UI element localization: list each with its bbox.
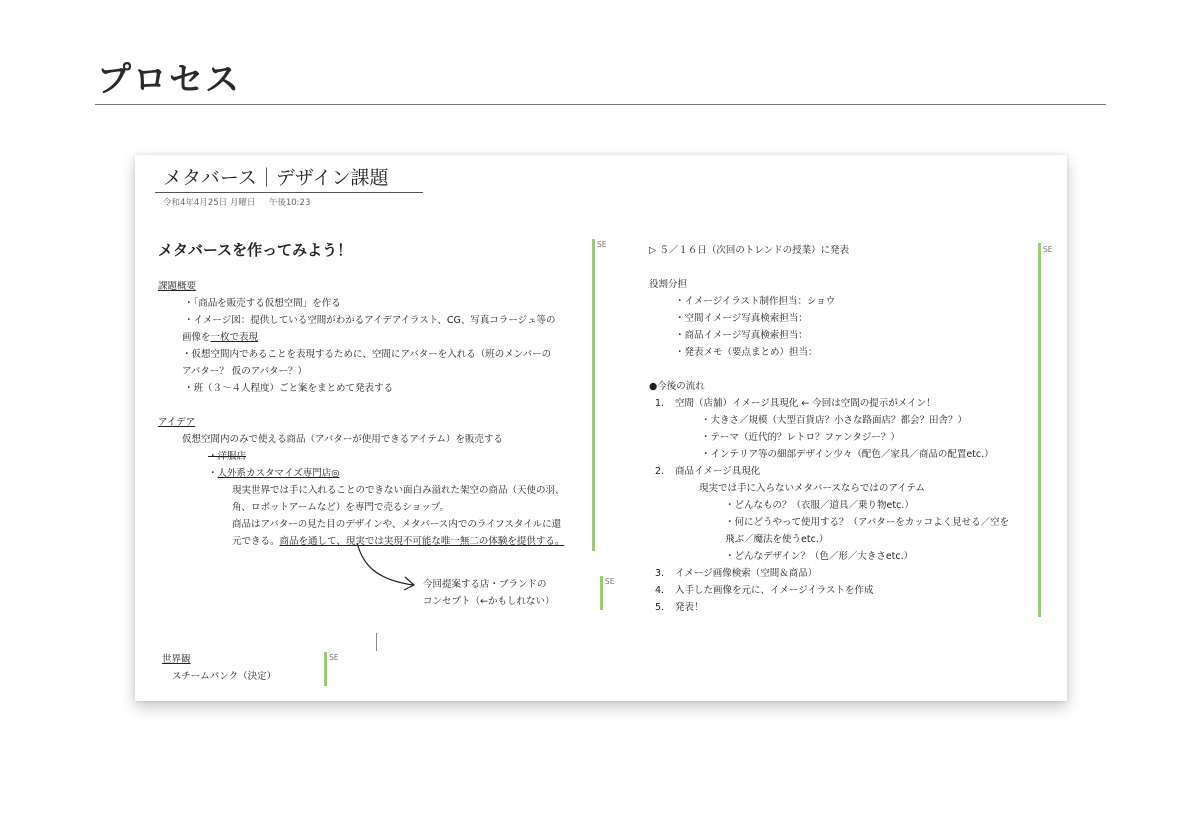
flow-number: 5. <box>655 602 665 613</box>
page-title: プロセス <box>97 60 241 100</box>
flow-subitem: 現実では手に入らないメタバースならではのアイテム <box>699 483 926 494</box>
flow-item <box>649 582 1009 599</box>
left-block-sidebar <box>592 239 595 551</box>
flow-text: イメージ画像検索（空間＆商品） <box>675 568 818 579</box>
roles-label: 役割分担 <box>649 279 688 290</box>
proposal-line: コンセプト（←かもしれない） <box>423 596 555 607</box>
role-item: ・商品イメージ写真検索担当： <box>675 330 808 341</box>
flow-number: 4. <box>655 585 665 596</box>
flow-number: 2. <box>655 466 665 477</box>
proposal-sidebar <box>600 576 603 610</box>
note-date: 令和4年4月25日 月曜日 <box>163 198 256 208</box>
idea-item <box>158 465 565 482</box>
arrow-icon <box>353 541 423 591</box>
flow-label: ●今後の流れ <box>649 381 705 392</box>
flow-number: 1. <box>655 398 665 409</box>
idea-bullet: ・ <box>208 468 218 479</box>
role-item: ・イメージイラスト制作担当：ショウ <box>675 296 836 307</box>
overview-item <box>158 329 565 346</box>
idea-detail: 角、ロボットアームなど）を専門で売るショップ。 <box>232 502 449 513</box>
flow-item <box>649 565 1009 582</box>
flow-item <box>649 395 1009 412</box>
flow-subitem: ・どんなもの？（衣服／道具／乗り物etc.） <box>725 500 914 511</box>
overview-item: ・「商品を販売する仮想空間」を作る <box>184 298 341 309</box>
se-tag: SE <box>1043 245 1053 254</box>
flow-subitem: ・テーマ（近代的？レトロ？ファンタジー？） <box>701 432 900 443</box>
flow-subitem: ・インテリア等の細部デザイン少々（配色／家具／商品の配置etc.） <box>701 449 994 460</box>
flow-item <box>649 463 1009 480</box>
idea-item-struck: ・洋服店 <box>208 451 247 462</box>
note-timestamp <box>163 196 310 208</box>
flow-subitem: ・どんなデザイン？（色／形／大きさetc.） <box>725 551 914 562</box>
note-time: 午後10:23 <box>268 198 311 208</box>
se-tag: SE <box>329 653 339 662</box>
idea-detail: 商品はアバターの見た目のデザインや、メタバース内でのライフスタイルに還 <box>232 519 562 530</box>
idea-key-concept: 商品を通して、現実では実現不可能な唯一無二の体験を提供する。 <box>279 536 565 547</box>
overview-item: ・仮想空間内であることを表現するために、空間にアバターを入れる（班のメンバーの <box>182 349 552 360</box>
world-sidebar <box>324 652 327 686</box>
se-tag: SE <box>597 240 607 249</box>
idea-detail: 現実世界では手に入れることのできない面白み溢れた架空の商品（天使の羽、 <box>232 485 565 496</box>
overview-item: ・班（３〜４人程度）ごと案をまとめて発表する <box>184 383 394 394</box>
proposal-block <box>423 576 554 610</box>
flow-subitem: 飛ぶ／魔法を使うetc.） <box>725 534 829 545</box>
flow-subitem: ・大きさ／規模（大型百貨店？小さな路面店？都会？田舎？） <box>701 415 968 426</box>
presentation-date: ▷ ５／１６日（次回のトレンドの授業）に発表 <box>649 245 850 256</box>
text-cursor <box>376 633 377 651</box>
note-title-divider <box>155 192 423 193</box>
idea-label: アイデア <box>158 417 196 428</box>
proposal-line: 今回提案する店・ブランドの <box>423 579 547 590</box>
role-item: ・発表メモ（要点まとめ）担当： <box>675 347 818 358</box>
flow-subitem: ・何にどうやって使用する？（アバターをカッコよく見せる／空を <box>725 517 1010 528</box>
se-tag: SE <box>605 577 615 586</box>
note-heading: メタバースを作ってみよう！ <box>158 241 353 259</box>
right-block <box>649 242 1009 616</box>
world-block <box>162 651 276 685</box>
flow-text: 商品イメージ具現化 <box>675 466 761 477</box>
flow-text: 入手した画像を元に、イメージイラストを作成 <box>675 585 874 596</box>
world-label: 世界観 <box>162 654 191 665</box>
flow-text: 空間（店舗）イメージ具現化 ← 今回は空間の提示がメイン！ <box>675 398 936 409</box>
role-item: ・空間イメージ写真検索担当： <box>675 313 808 324</box>
title-divider <box>95 104 1106 105</box>
left-block <box>158 239 565 550</box>
flow-text: 発表！ <box>675 602 704 613</box>
world-value: スチームパンク（決定） <box>172 671 277 682</box>
idea-item: 仮想空間内のみで使える商品（アバターが使用できるアイテム）を販売する <box>182 434 503 445</box>
overview-label: 課題概要 <box>158 281 197 292</box>
idea-detail-text: 元できる。 <box>232 536 280 547</box>
overview-text: 画像を <box>182 332 211 343</box>
idea-highlight: 人外系カスタマイズ専門店◎ <box>217 468 340 479</box>
overview-emphasis: 一枚で表現 <box>210 332 259 343</box>
note-title: メタバース｜デザイン課題 <box>163 167 389 189</box>
note-document <box>135 155 1067 701</box>
overview-item: ・イメージ図：提供している空間がわかるアイデアイラスト、CG、写真コラージュ等の <box>184 315 556 326</box>
flow-number: 3. <box>655 568 665 579</box>
right-block-sidebar <box>1038 243 1041 617</box>
flow-item <box>649 599 1009 616</box>
overview-item: アバター？ 仮のアバター？） <box>182 366 308 377</box>
